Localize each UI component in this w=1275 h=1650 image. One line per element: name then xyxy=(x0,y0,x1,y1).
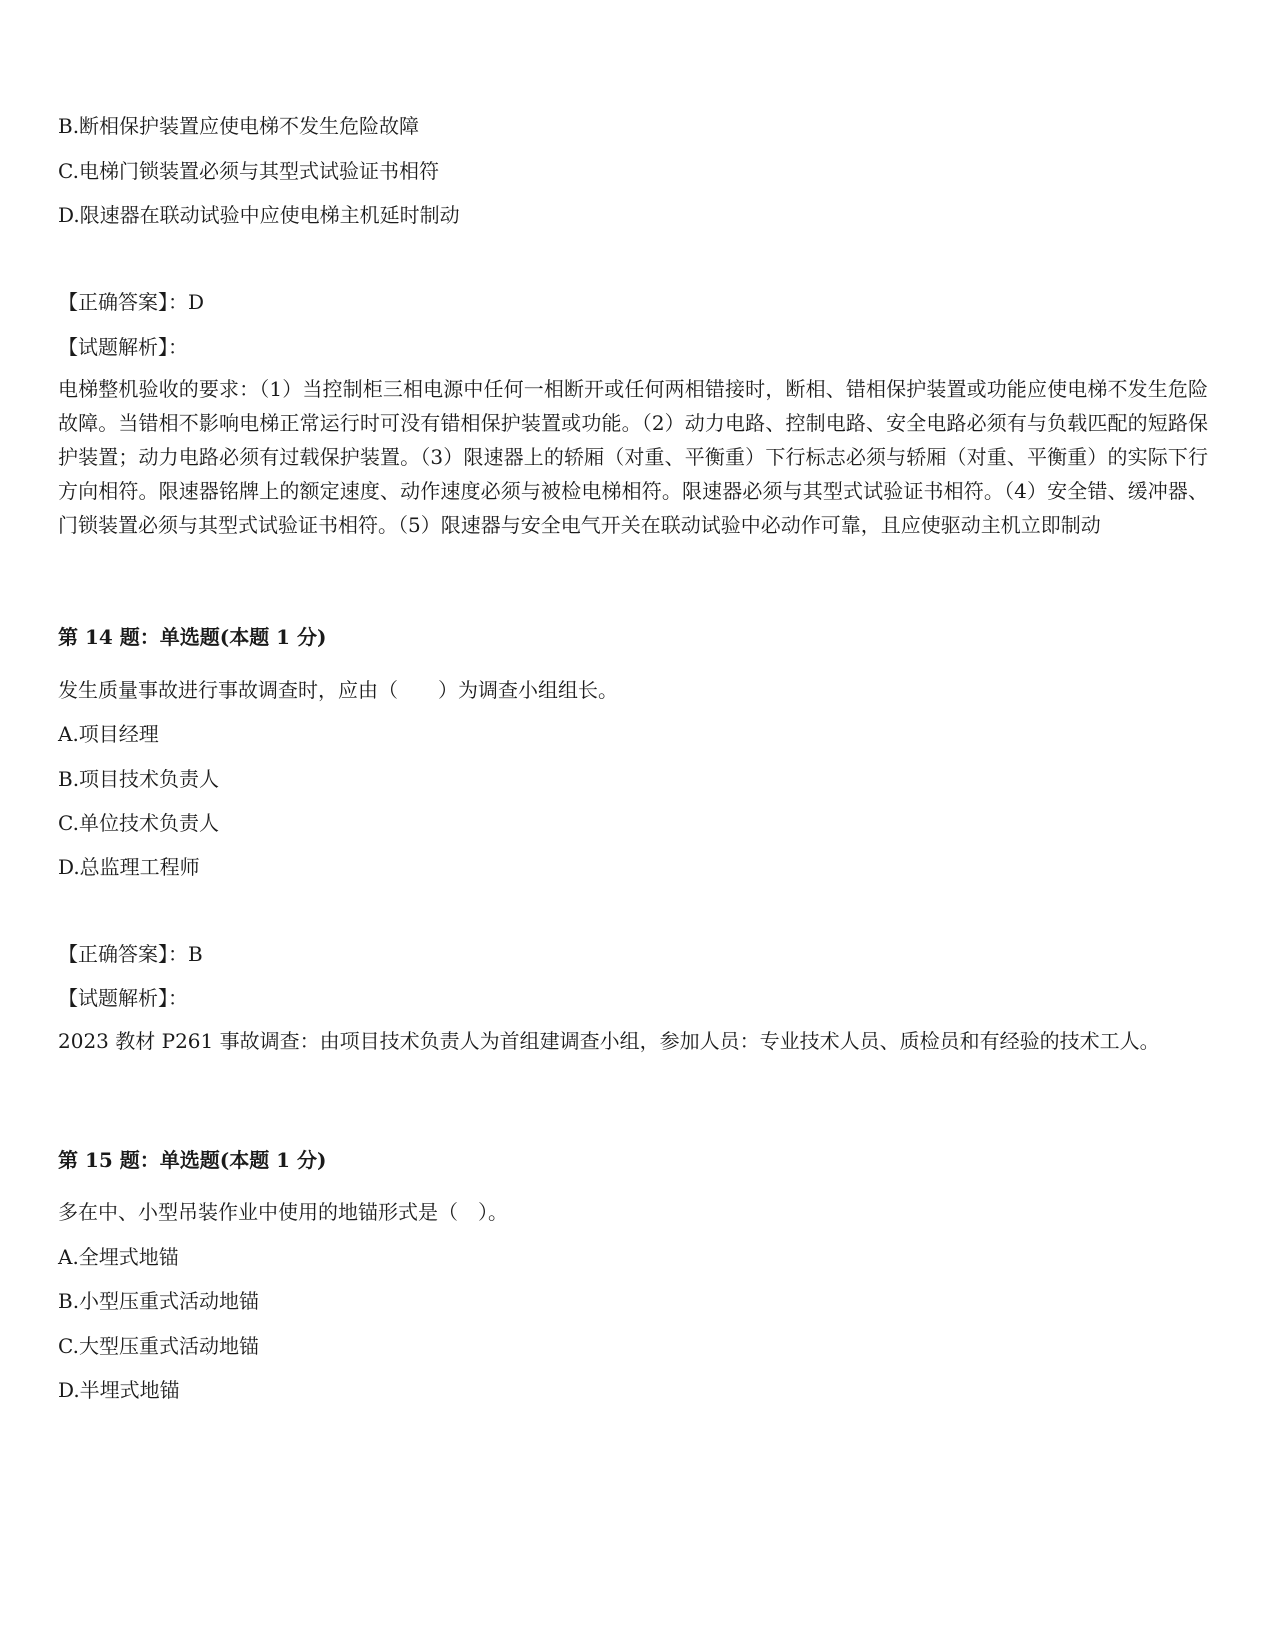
q15-heading: 第 15 题：单选题(本题 1 分) xyxy=(58,1148,327,1172)
q14-answer: 【正确答案】：B xyxy=(58,942,203,966)
q13-option-d: D.限速器在联动试验中应使电梯主机延时制动 xyxy=(58,203,460,227)
q13-analysis-label: 【试题解析】： xyxy=(58,335,188,359)
q14-option-a: A.项目经理 xyxy=(58,722,159,746)
q14-stem: 发生质量事故进行事故调查时，应由（ ）为调查小组组长。 xyxy=(58,678,618,702)
q15-option-b: B.小型压重式活动地锚 xyxy=(58,1289,260,1313)
q15-option-c: C.大型压重式活动地锚 xyxy=(58,1334,259,1358)
q15-option-a: A.全埋式地锚 xyxy=(58,1245,179,1269)
q13-option-b: B.断相保护装置应使电梯不发生危险故障 xyxy=(58,114,420,138)
q14-analysis-label: 【试题解析】： xyxy=(58,986,188,1010)
q14-heading: 第 14 题：单选题(本题 1 分) xyxy=(58,625,327,649)
q14-analysis-text: 2023 教材 P261 事故调查：由项目技术负责人为首组建调查小组，参加人员：专业技术人员、质检员和有经验的技术工人。 xyxy=(58,1029,1160,1053)
q14-option-d: D.总监理工程师 xyxy=(58,855,200,879)
q14-option-c: C.单位技术负责人 xyxy=(58,811,219,835)
q13-answer: 【正确答案】：D xyxy=(58,290,205,314)
q14-option-b: B.项目技术负责人 xyxy=(58,767,220,791)
q15-stem: 多在中、小型吊装作业中使用的地锚形式是（ ）。 xyxy=(58,1200,508,1224)
q13-option-c: C.电梯门锁装置必须与其型式试验证书相符 xyxy=(58,159,439,183)
q13-analysis-text: 电梯整机验收的要求：（1）当控制柜三相电源中任何一相断开或任何两相错接时，断相、错相保护装置或功能应使电梯不发生危险故障。当错相不影响电梯正常运行时可没有错相保护装置或功能。（2）动力电路、控制电路、安全电路必须有与负载匹配的短路保护装置；动力电路必须有过载保护装置。（3）限速器上的轿厢（对重、平衡重）下行标志必须与轿厢（对重、平衡重）的实际下行方向相符。限速器铭牌上的额定速度、动作速度必须与被检电梯相符。限速器必须与其型式试验证书相符。（4）安全错、缓冲器、门锁装置必须与其型式试验证书相符。（5）限速器与安全电气开关在联动试验中必动作可靠，且应使驱动主机立即制动 xyxy=(58,377,1208,537)
q15-option-d: D.半埋式地锚 xyxy=(58,1378,180,1402)
